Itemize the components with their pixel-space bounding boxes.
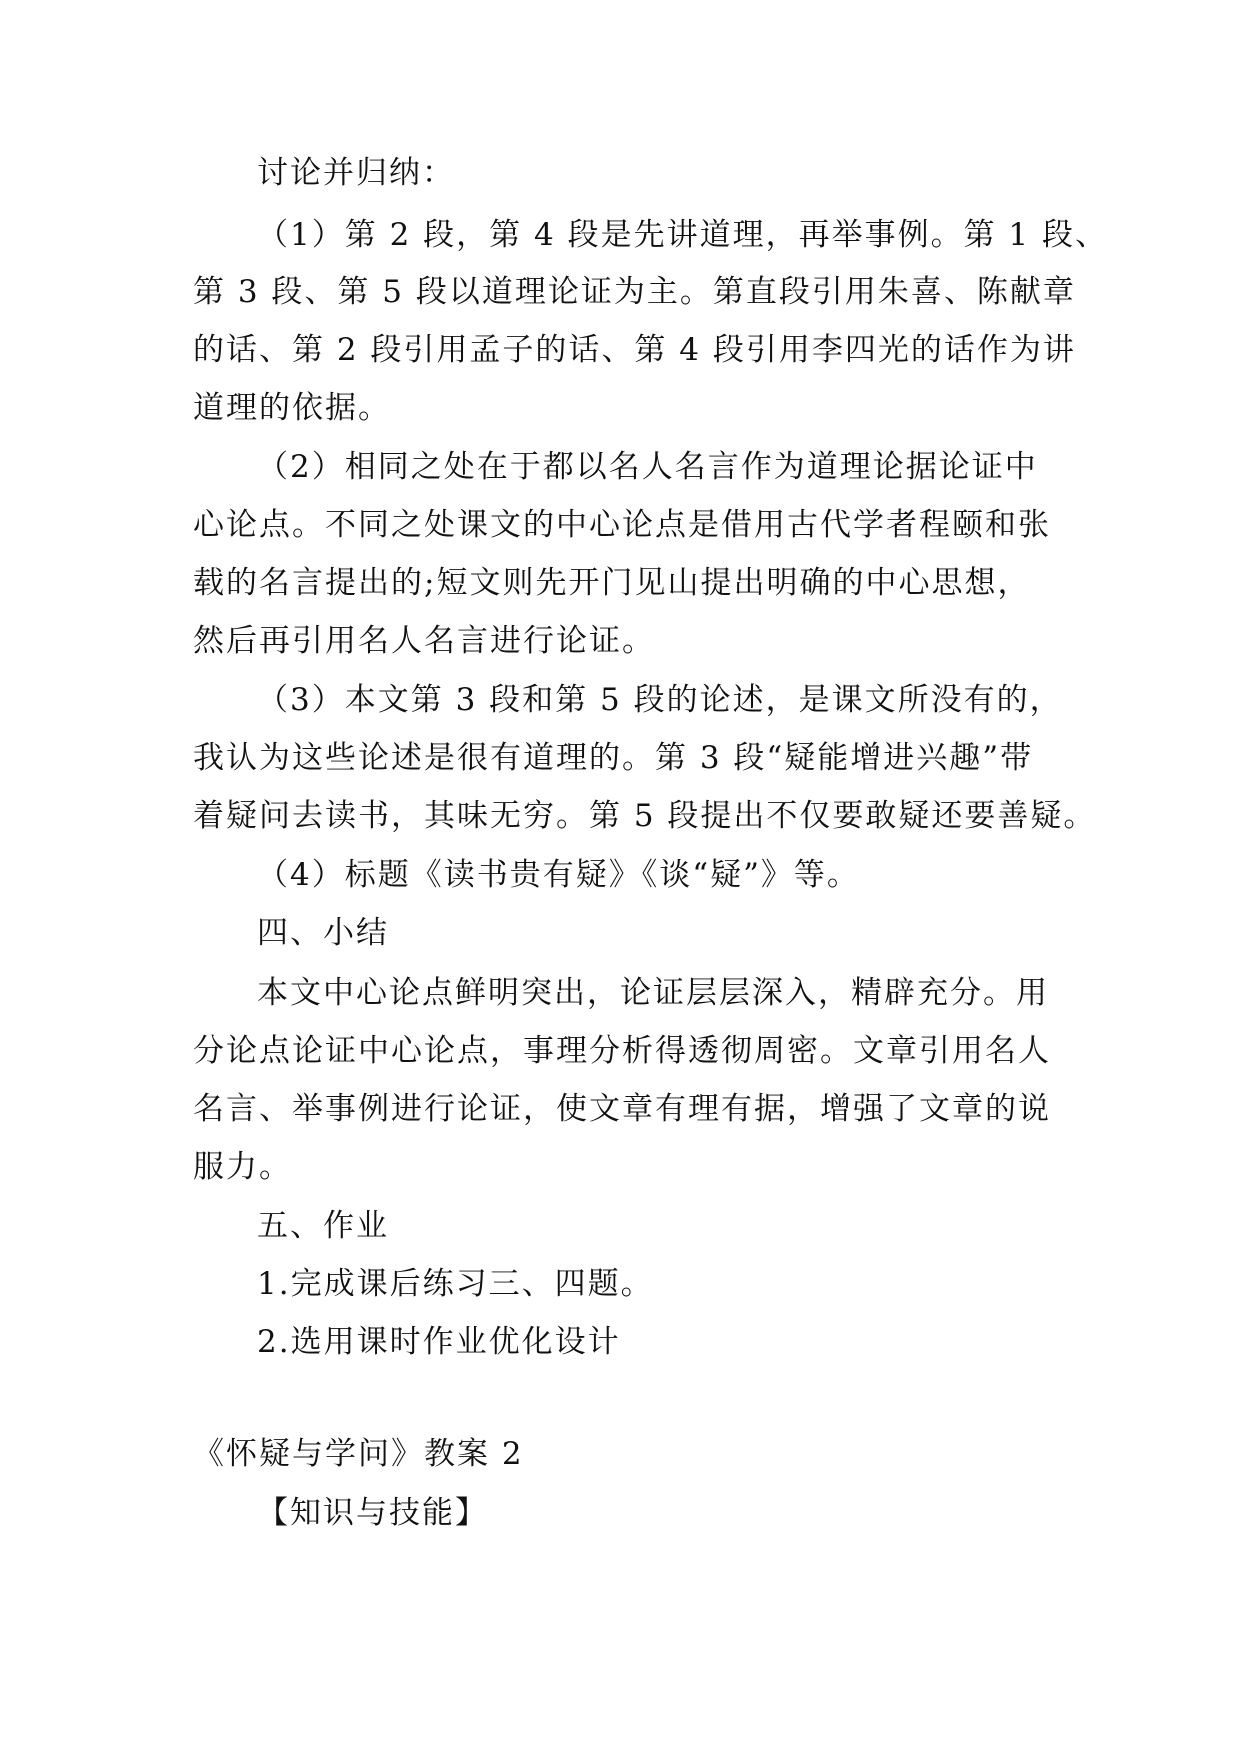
point-2-line-4: 然后再引用名人名言进行论证。	[193, 623, 655, 659]
next-lesson-title: 《怀疑与学问》教案 2	[193, 1436, 524, 1472]
homework-item-1: 1.完成课后练习三、四题。	[257, 1266, 654, 1302]
summary-line-1: 本文中心论点鲜明突出，论证层层深入，精辟充分。用	[257, 975, 1049, 1011]
point-2-line-3: 载的名言提出的;短文则先开门见山提出明确的中心思想，	[193, 565, 1031, 601]
point-1-line-2: 第 3 段、第 5 段以道理论证为主。第直段引用朱喜、陈献章	[193, 274, 1076, 310]
summary-line-2: 分论点论证中心论点，事理分析得透彻周密。文章引用名人	[193, 1033, 1051, 1069]
homework-heading: 五、作业	[257, 1208, 389, 1244]
point-3-line-2: 我认为这些论述是很有道理的。第 3 段“疑能增进兴趣”带	[193, 740, 1034, 776]
point-1-line-3: 的话、第 2 段引用孟子的话、第 4 段引用李四光的话作为讲	[193, 332, 1076, 368]
discussion-label: 讨论并归纳：	[257, 155, 455, 191]
point-3-line-1: （3）本文第 3 段和第 5 段的论述，是课文所没有的，	[257, 682, 1063, 718]
point-3-line-3: 着疑问去读书，其味无穷。第 5 段提出不仅要敢疑还要善疑。	[193, 798, 1097, 834]
summary-line-4: 服力。	[193, 1149, 292, 1185]
point-1-line-1: （1）第 2 段，第 4 段是先讲道理，再举事例。第 1 段、	[257, 217, 1109, 253]
homework-item-2: 2.选用课时作业优化设计	[257, 1324, 621, 1360]
summary-line-3: 名言、举事例进行论证，使文章有理有据，增强了文章的说	[193, 1091, 1051, 1127]
summary-heading: 四、小结	[257, 915, 389, 951]
point-4: （4）标题《读书贵有疑》《谈“疑”》等。	[257, 857, 860, 893]
point-2-line-1: （2）相同之处在于都以名人名言作为道理论据论证中	[257, 449, 1038, 485]
next-section-heading: 【知识与技能】	[257, 1495, 488, 1531]
point-1-line-4: 道理的依据。	[193, 390, 391, 426]
point-2-line-2: 心论点。不同之处课文的中心论点是借用古代学者程颐和张	[193, 507, 1051, 543]
